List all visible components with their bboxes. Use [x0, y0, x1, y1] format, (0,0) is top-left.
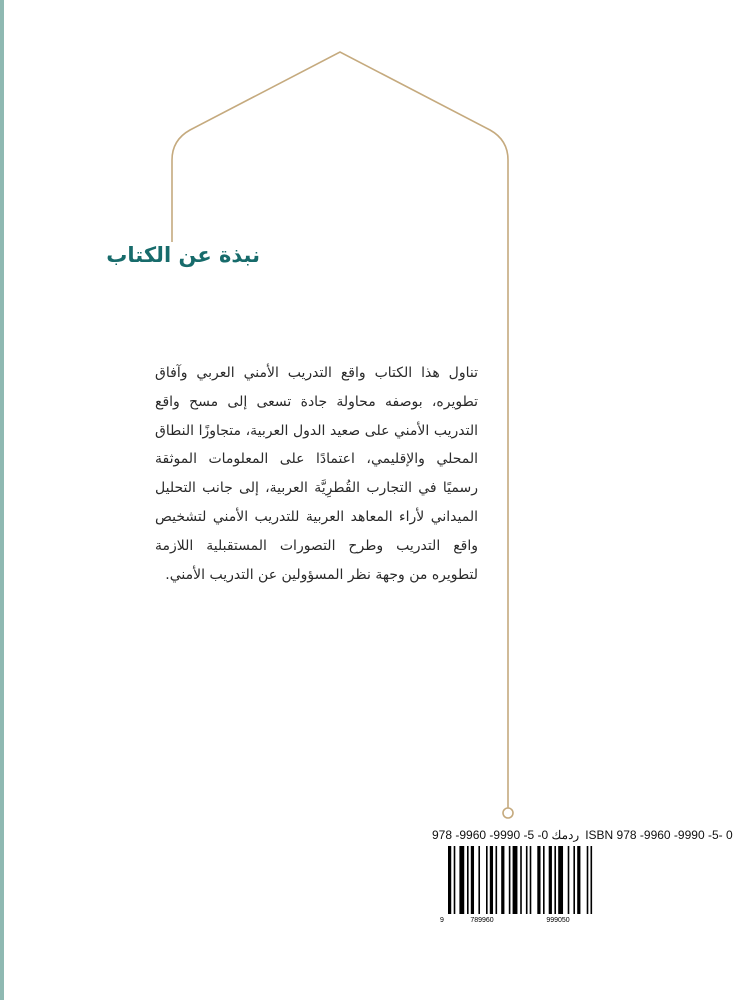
section-title: نبذة عن الكتاب: [106, 243, 260, 267]
barcode-right-digits: 999050: [546, 917, 570, 924]
isbn-arabic: ردمك 0- 5- 9990- 9960- 978: [432, 828, 580, 842]
barcode-bar: [459, 846, 464, 914]
book-summary-paragraph: تناول هذا الكتاب واقع التدريب الأمني العربي وآفاق تطويره، بوصفه محاولة جادة تسعى إلى مسح واقع التدريب الأمني على صعيد الدول العربية، متجاوزًا النطاق المحلي والإقليمي، اعتمادًا على المعلومات الموثقة رسميًا في التجارب القُطرِيَّة العربية، إلى جانب التحليل الميداني لأراء المعاهد العربية للتدريب الأمني لتشخيص واقع التدريب وطرح التصورات المستقبلية اللازمة لتطويره من وجهة نظر المسؤولين عن التدريب الأمني.: [155, 365, 478, 583]
barcode-bar: [543, 846, 545, 914]
barcode-left-digits: 789960: [470, 917, 494, 924]
barcode-bar: [454, 846, 456, 914]
barcode-bar: [478, 846, 480, 914]
barcode-bar: [467, 846, 469, 914]
barcode-bar: [587, 846, 589, 914]
barcode-bar: [490, 846, 493, 914]
barcode-bar: [486, 846, 488, 914]
barcode-bars: [448, 846, 592, 914]
barcode-prefix-digit: 9: [440, 917, 444, 924]
barcode-bar: [549, 846, 552, 914]
barcode-bar: [577, 846, 580, 914]
isbn-barcode: [440, 846, 600, 924]
barcode-bar: [537, 846, 540, 914]
barcode-bar: [520, 846, 522, 914]
barcode-bar: [573, 846, 575, 914]
barcode-bar: [554, 846, 556, 914]
arch-end-dot: [503, 808, 513, 818]
barcode-bar: [530, 846, 532, 914]
barcode-bar: [496, 846, 498, 914]
barcode-bar: [568, 846, 570, 914]
barcode-bar: [471, 846, 474, 914]
barcode-bar: [509, 846, 511, 914]
barcode-bar: [501, 846, 504, 914]
barcode-bar: [448, 846, 451, 914]
barcode-bar: [591, 846, 593, 914]
barcode-bar: [558, 846, 563, 914]
isbn-english: ISBN 978 -9960 -9990 -5- 0: [585, 828, 733, 842]
isbn-line: [432, 828, 733, 842]
barcode-bar: [526, 846, 528, 914]
barcode-bar: [513, 846, 518, 914]
